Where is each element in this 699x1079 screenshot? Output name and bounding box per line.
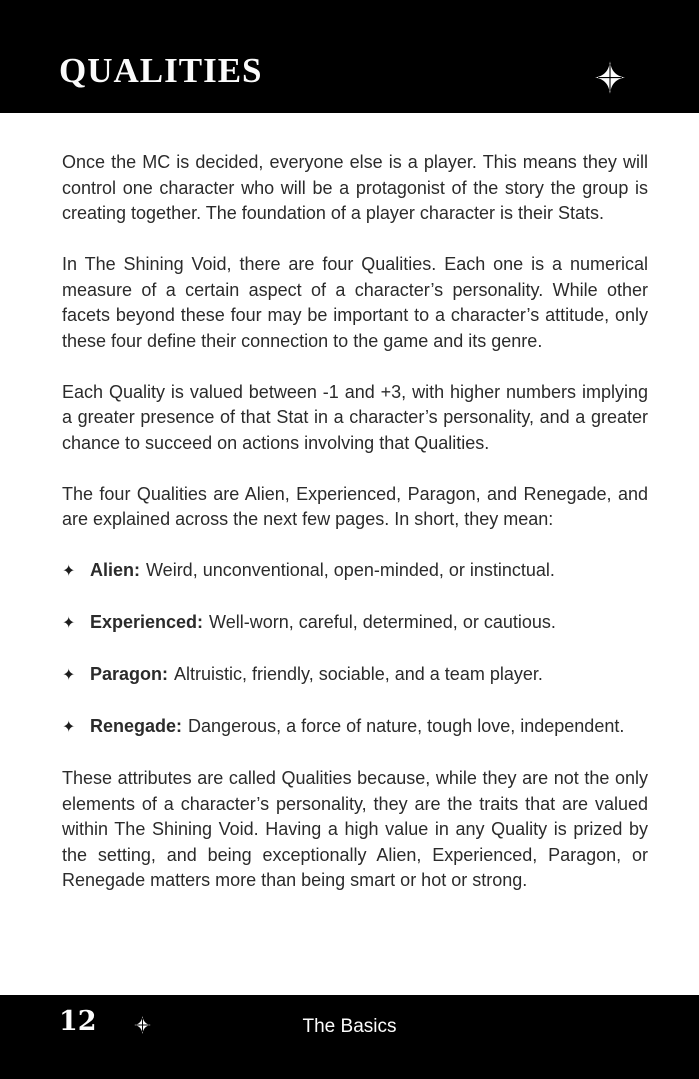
quality-name: Experienced: <box>90 612 204 632</box>
body-paragraph: Once the MC is decided, everyone else is a player. This means they will control one character who will be a protagonist of the story the group is creating together. The foundation of a player character is their Stats. <box>62 152 648 223</box>
list-item-experienced <box>62 610 648 637</box>
quality-description: Well-worn, careful, determined, or cautious. <box>209 612 556 632</box>
list-item-text <box>90 558 555 584</box>
sparkle-icon <box>595 61 625 94</box>
list-item-text <box>90 610 556 636</box>
section-title: The Basics <box>302 1016 397 1037</box>
page-number: 12 <box>59 1006 97 1037</box>
four-pointed-star-icon: ✦ <box>62 615 76 632</box>
four-pointed-star-icon: ✦ <box>62 667 76 684</box>
quality-name: Renegade: <box>90 716 183 736</box>
list-item-paragon <box>62 662 648 689</box>
quality-description: Altruistic, friendly, sociable, and a team player. <box>174 664 543 684</box>
list-item-text <box>90 714 624 740</box>
body-paragraph: The four Qualities are Alien, Experienced, Paragon, and Renegade, and are explained across the next few pages. In short, they mean: <box>62 483 648 529</box>
quality-name: Alien: <box>90 560 141 580</box>
page-body <box>62 113 648 919</box>
list-item-text <box>90 662 543 688</box>
list-item-renegade <box>62 714 648 741</box>
quality-description: Weird, unconventional, open-minded, or instinctual. <box>146 560 555 580</box>
body-paragraph: In The Shining Void, there are four Qualities. Each one is a numerical measure of a certain aspect of a character’s personality. While other facets beyond these four may be important to a character’s attitude, only these four define their connection to the game and its genre. <box>62 254 648 351</box>
qualities-list <box>62 558 648 741</box>
quality-description: Dangerous, a force of nature, tough love, independent. <box>188 716 625 736</box>
quality-name: Paragon: <box>90 664 169 684</box>
page-footer-band <box>0 995 699 1079</box>
body-paragraph: Each Quality is valued between -1 and +3, with higher numbers implying a greater presence of that Stat in a character’s personality, and a greater chance to succeed on actions involving that Qualities. <box>62 381 648 453</box>
chapter-header-band <box>0 0 699 113</box>
four-pointed-star-icon: ✦ <box>62 719 76 736</box>
chapter-title: QUALITIES <box>59 51 263 90</box>
four-pointed-star-icon: ✦ <box>62 563 76 580</box>
list-item-alien <box>62 558 648 585</box>
body-paragraph: These attributes are called Qualities because, while they are not the only elements of a character’s personality, they are the traits that are valued within The Shining Void. Having a high value in any Quality is prized by the setting, and being exceptionally Alien, Experienced, Paragon, or Renegade matters more than being smart or hot or strong. <box>62 768 648 890</box>
